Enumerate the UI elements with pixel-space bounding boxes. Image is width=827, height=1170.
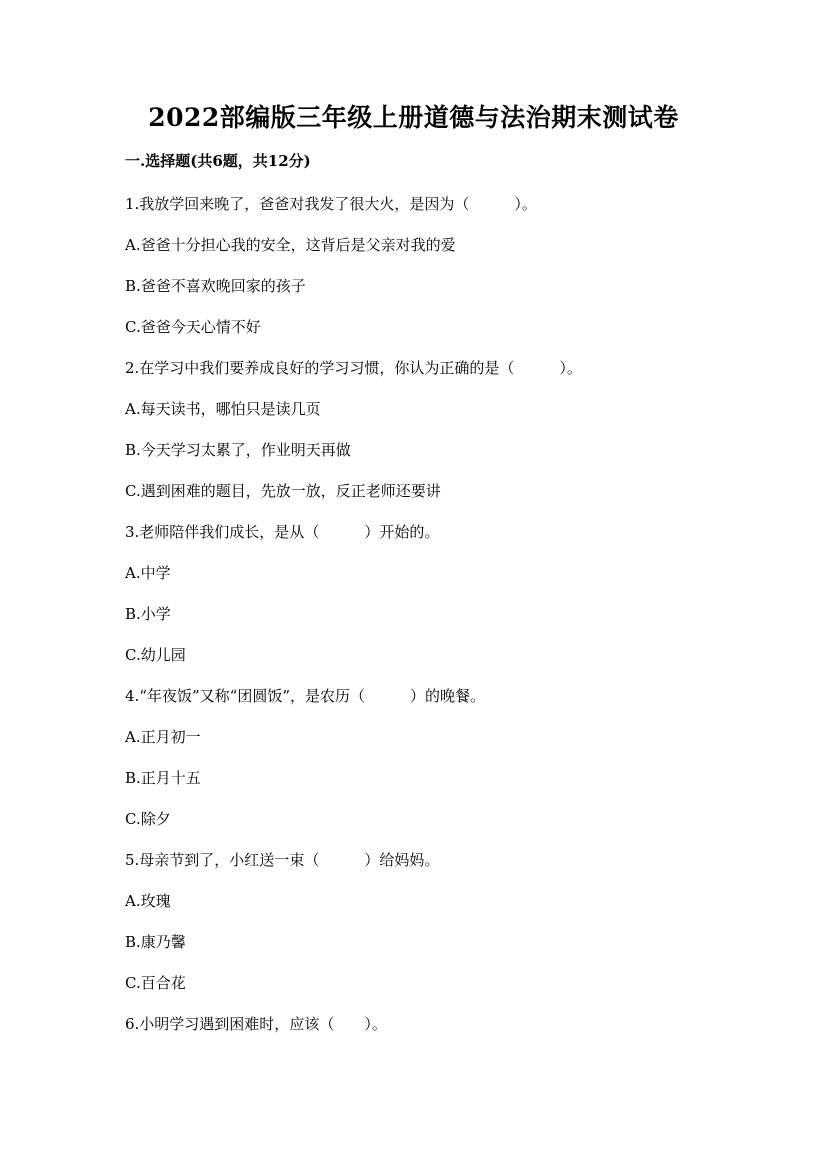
question-3-stem: 3.老师陪伴我们成长，是从（ ）开始的。	[125, 523, 440, 541]
question-2-option-c: C.遇到困难的题目，先放一放，反正老师还要讲	[125, 482, 441, 500]
question-2-stem: 2.在学习中我们要养成良好的学习习惯，你认为正确的是（ ）。	[125, 359, 582, 377]
question-1-stem: 1.我放学回来晚了，爸爸对我发了很大火，是因为（ ）。	[125, 195, 537, 213]
question-4-option-a: A.正月初一	[125, 728, 201, 746]
question-2-option-a: A.每天读书，哪怕只是读几页	[125, 400, 321, 418]
question-2-option-b: B.今天学习太累了，作业明天再做	[125, 441, 351, 459]
section-heading: 一.选择题(共6题，共12分)	[125, 152, 311, 170]
document-title: 2022部编版三年级上册道德与法治期末测试卷	[148, 103, 679, 132]
question-3-option-b: B.小学	[125, 605, 171, 623]
question-3-option-a: A.中学	[125, 564, 171, 582]
question-5-option-c: C.百合花	[125, 974, 186, 992]
question-5-stem: 5.母亲节到了，小红送一束（ ）给妈妈。	[125, 851, 440, 869]
question-3-option-c: C.幼儿园	[125, 646, 186, 664]
question-4-stem: 4.“年夜饭”又称“团圆饭”，是农历（ ）的晚餐。	[125, 687, 485, 705]
question-4-option-c: C.除夕	[125, 810, 171, 828]
question-4-option-b: B.正月十五	[125, 769, 201, 787]
question-1-option-b: B.爸爸不喜欢晚回家的孩子	[125, 277, 306, 295]
question-5-option-a: A.玫瑰	[125, 892, 171, 910]
question-6-stem: 6.小明学习遇到困难时，应该（ ）。	[125, 1015, 387, 1033]
question-5-option-b: B.康乃馨	[125, 933, 186, 951]
question-1-option-a: A.爸爸十分担心我的安全，这背后是父亲对我的爱	[125, 236, 456, 254]
question-1-option-c: C.爸爸今天心情不好	[125, 318, 261, 336]
